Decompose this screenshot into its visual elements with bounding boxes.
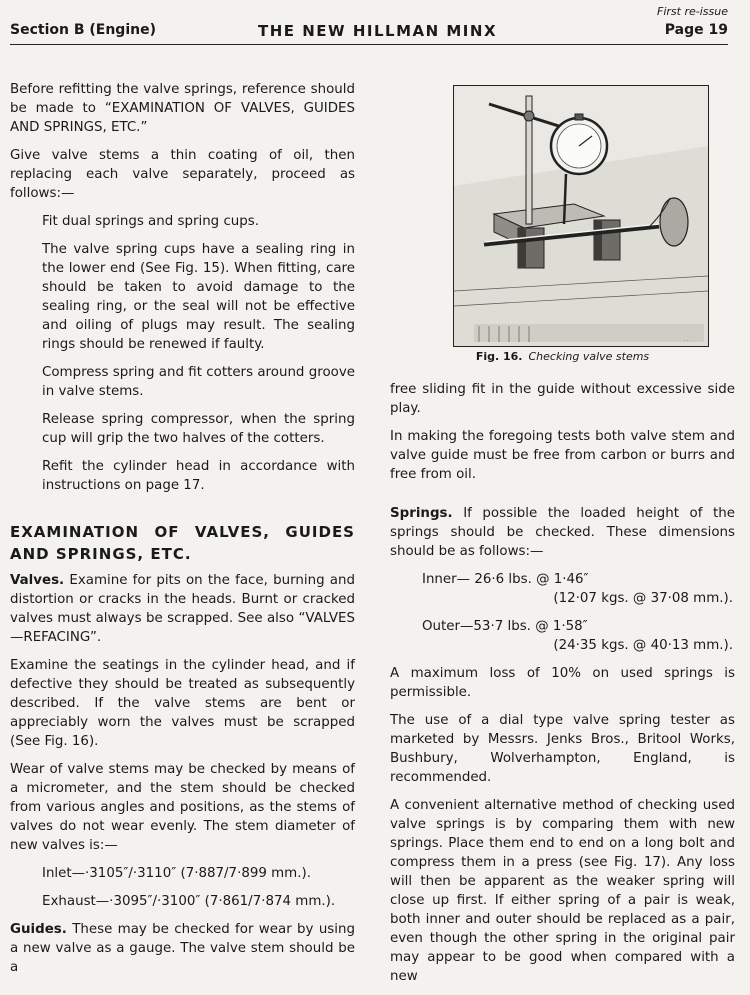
run-in-heading: Springs.: [390, 506, 453, 521]
spec-line: (24·35 kgs. @ 40·13 mm.).: [553, 638, 733, 653]
spec-line: Inner— 26·6 lbs. @ 1·46″: [422, 572, 589, 587]
run-in-heading: Guides.: [10, 922, 67, 937]
svg-text:. .: . .: [684, 337, 689, 343]
paragraph-valves: [10, 571, 355, 647]
paragraph-springs: [390, 504, 735, 561]
step: Fit dual springs and spring cups.: [42, 214, 260, 229]
document-title: THE NEW HILLMAN MINX: [258, 22, 498, 40]
page-header: [10, 22, 728, 42]
header-rule: [10, 44, 728, 45]
paragraph-text: Examine for pits on the face, burning and distortion or cracks in the heads. Burnt or cracked valves must always be scrapped. See also “VALVES—REFACING”.: [10, 573, 355, 645]
spec-line: Inlet—·3105″/·3110″ (7·887/7·899 mm.).: [42, 866, 311, 881]
paragraph-guides: [10, 920, 355, 977]
paragraph: Give valve stems a thin coating of oil, then replacing each valve separately, proceed as follows:—: [10, 148, 355, 201]
figure-label: Fig. 16.: [475, 350, 523, 363]
paragraph-text: If possible the loaded height of the springs should be checked. These dimensions should be as follows:—: [390, 506, 735, 559]
spec-line: Outer—53·7 lbs. @ 1·58″: [422, 619, 588, 634]
spec-outer: [390, 617, 735, 655]
left-column: [10, 80, 355, 986]
step: Refit the cylinder head in accordance with instructions on page 17.: [42, 459, 355, 493]
paragraph: Before refitting the valve springs, reference should be made to “EXAMINATION OF VALVES, GUIDES AND SPRINGS, ETC.”: [10, 82, 355, 135]
figure-caption: [390, 350, 735, 363]
paragraph: Examine the seatings in the cylinder head, and if defective they should be treated as subsequently described. If the valve stems are bent or appreciably worn the valves must be scrapped (See Fig. 16).: [10, 658, 355, 749]
step: Compress spring and fit cotters around groove in valve stems.: [42, 365, 355, 399]
run-in-heading: Valves.: [10, 573, 65, 588]
spec-line: Exhaust—·3095″/·3100″ (7·861/7·874 mm.).: [42, 894, 336, 909]
page-number: Page 19: [664, 22, 728, 38]
step: The valve spring cups have a sealing ring in the lower end (See Fig. 15). When fitting, care should be taken to avoid damage to the sealing ring, or the seal will not be effective and oiling of plugs may result. The sealing rings should be renewed if faulty.: [42, 242, 355, 352]
paragraph-text: These may be checked for wear by using a new valve as a gauge. The valve stem should be a: [10, 922, 355, 975]
paragraph: A convenient alternative method of checking used valve springs is by comparing them with new springs. Place them end to end on a long bolt and compress them in a press (see Fig. 17). Any loss will then be apparent as the weaker spring will close up first. If either spring of a pair is weak, both inner and outer should be replaced as a pair, even though the other spring in the original pair may appear to be good when compared with a new: [390, 798, 735, 984]
spec-inner: [390, 570, 735, 608]
step: Release spring compressor, when the spring cup will grip the two halves of the cotters.: [42, 412, 355, 446]
right-column: [390, 380, 735, 995]
paragraph: In making the foregoing tests both valve stem and valve guide must be free from carbon or burrs and free from oil.: [390, 429, 735, 482]
caption-text: Checking valve stems: [528, 350, 650, 363]
paragraph: A maximum loss of 10% on used springs is permissible.: [390, 666, 735, 700]
paragraph: free sliding fit in the guide without excessive side play.: [390, 382, 735, 416]
paragraph: The use of a dial type valve spring tester as marketed by Messrs. Jenks Bros., Britool Works, Bushbury, Wolverhampton, England, is recommended.: [390, 713, 735, 785]
section-heading: EXAMINATION OF VALVES, GUIDES AND SPRINGS, ETC.: [10, 523, 355, 563]
reissue-note: First re-issue: [657, 5, 728, 18]
paragraph: Wear of valve stems may be checked by means of a micrometer, and the stem should be checked from various angles and positions, as the stems of valves do not wear evenly. The stem diameter of new valves is:—: [10, 762, 355, 853]
spec-line: (12·07 kgs. @ 37·08 mm.).: [553, 591, 733, 606]
dial-gauge-illustration: [454, 86, 708, 346]
figure-illustration: [453, 85, 709, 347]
section-label: Section B (Engine): [10, 22, 156, 38]
